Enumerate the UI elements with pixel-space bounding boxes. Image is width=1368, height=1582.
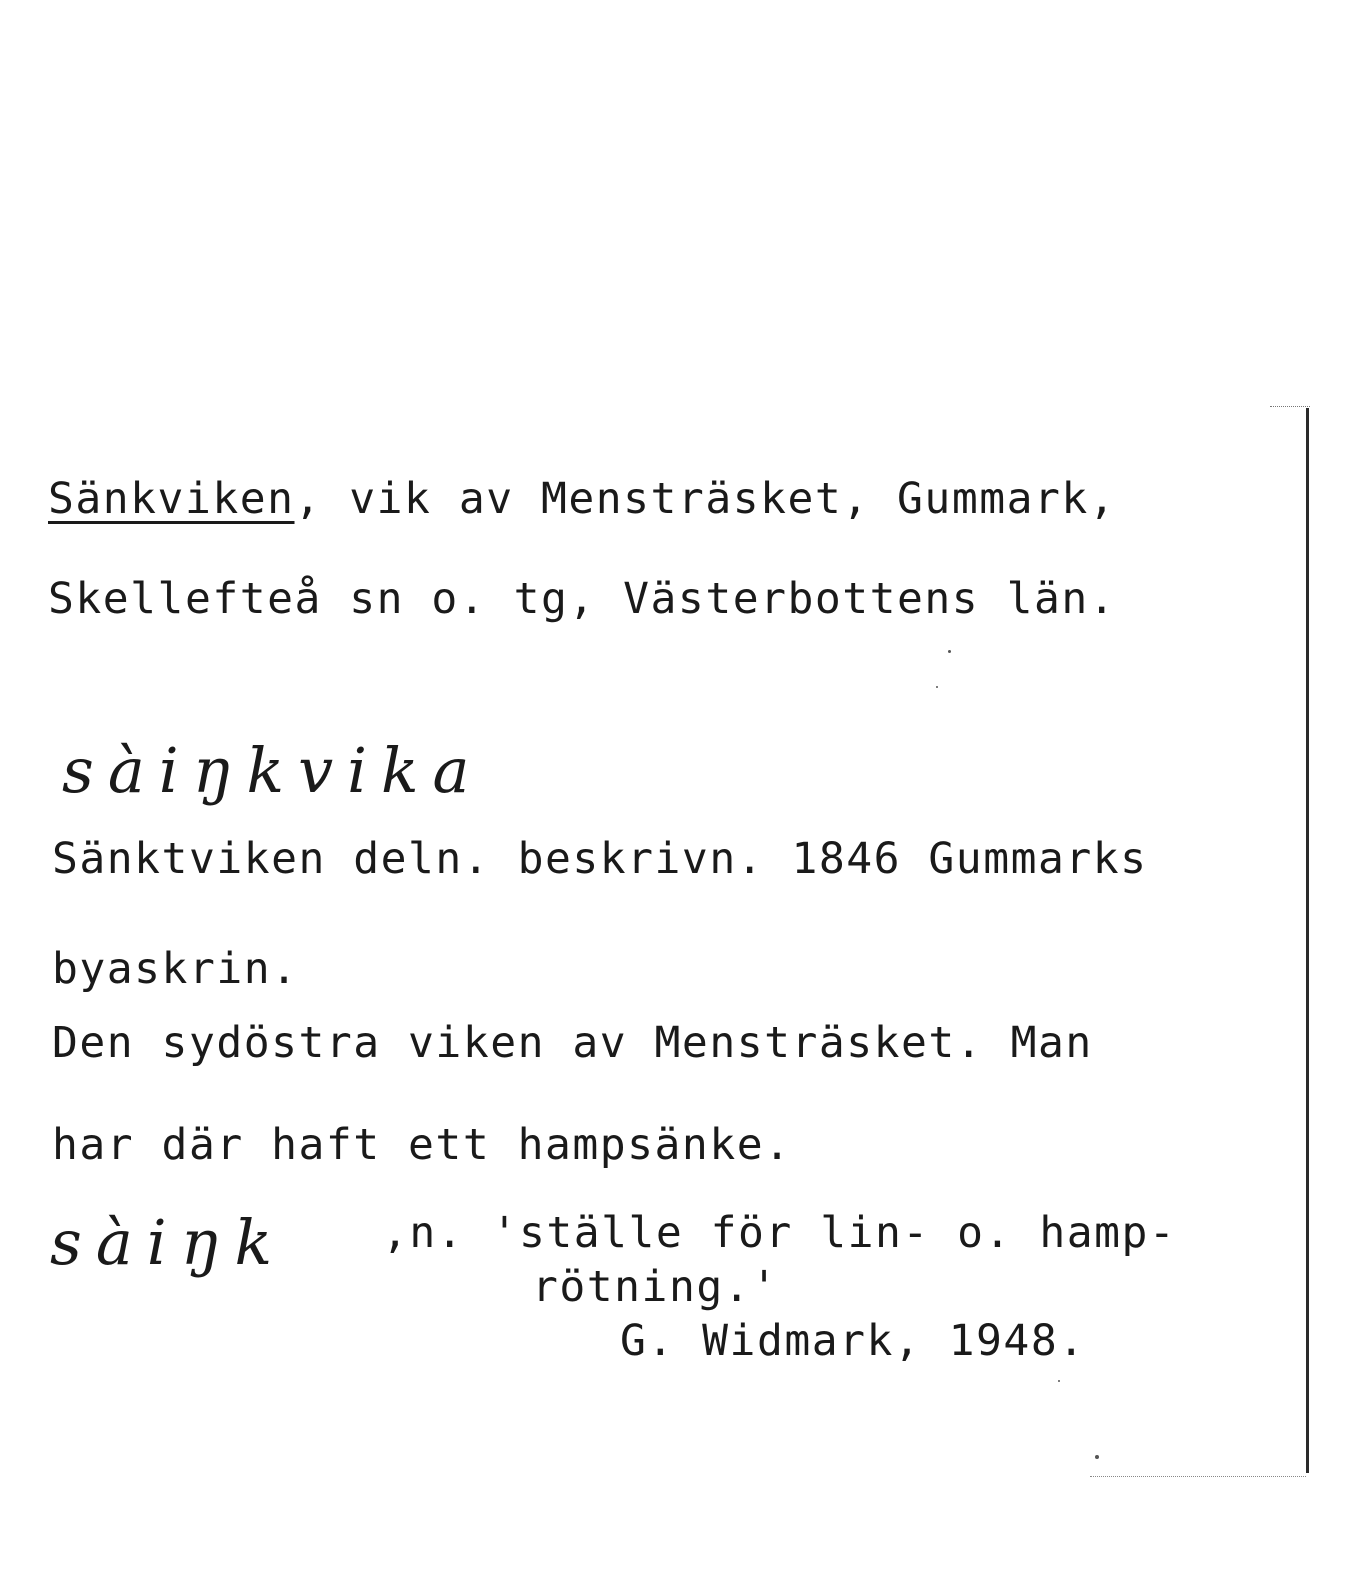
headword: Sänkviken <box>48 474 295 524</box>
text-line-5: Den sydöstra viken av Mensträsket. Man <box>52 1018 1093 1068</box>
paper-speck <box>1058 1380 1060 1382</box>
text-line-3: Sänktviken deln. beskrivn. 1846 Gummarks <box>52 834 1148 884</box>
phonetic-transcription-2: sàiŋk <box>50 1206 287 1279</box>
paper-speck <box>1095 1455 1099 1459</box>
card-bottom-edge <box>1090 1476 1306 1478</box>
card-top-edge <box>1270 406 1310 408</box>
text-line-2: Skellefteå sn o. tg, Västerbottens län. <box>48 574 1117 624</box>
paper-speck <box>948 650 951 653</box>
text-line-8: rötning.' <box>532 1262 779 1312</box>
phonetic-transcription-1: sàiŋkvika <box>62 734 484 807</box>
signature: G. Widmark, 1948. <box>620 1316 1086 1366</box>
text-line-6: har där haft ett hampsänke. <box>52 1120 792 1170</box>
text-line-1 <box>48 474 1117 524</box>
text-line-7: ,n. 'ställe för lin- o. hamp- <box>382 1208 1177 1258</box>
card-right-edge <box>1306 408 1309 1473</box>
paper-speck <box>936 686 938 688</box>
text-line-4: byaskrin. <box>52 944 299 994</box>
headword-description: , vik av Mensträsket, Gummark, <box>294 474 1117 524</box>
